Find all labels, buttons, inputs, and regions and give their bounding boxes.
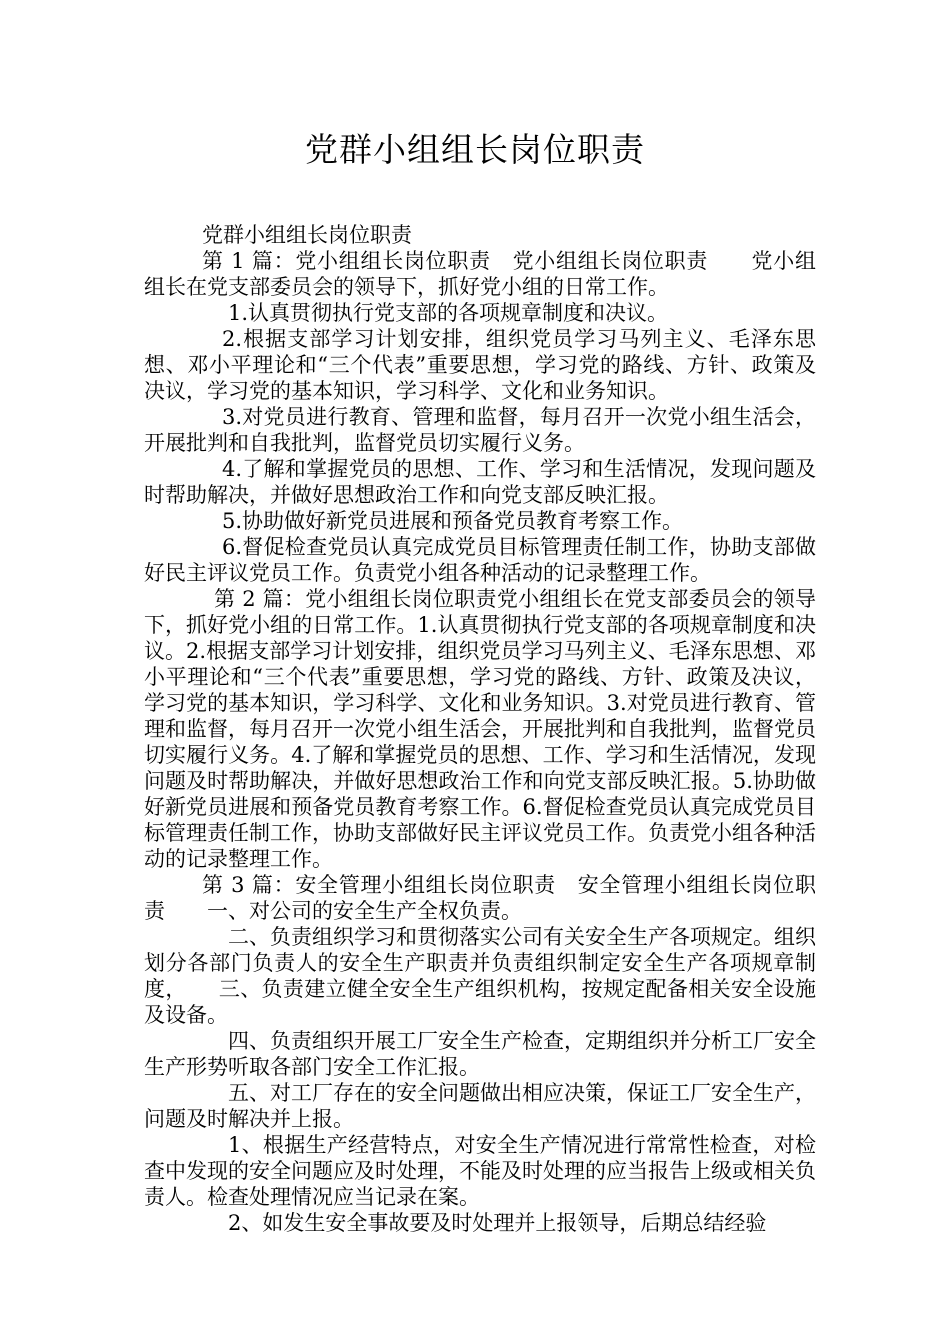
- document-paragraph: 6.督促检查党员认真完成党员目标管理责任制工作，协助支部做好民主评议党员工作。负责党小组各种活动的记录整理工作。: [144, 535, 816, 585]
- document-paragraph: 5.协助做好新党员进展和预备党员教育考察工作。: [222, 509, 684, 533]
- document-paragraph: 2、如发生安全事故要及时处理并上报领导，后期总结经验: [228, 1211, 767, 1235]
- document-paragraph: 第 3 篇：安全管理小组组长岗位职责 安全管理小组组长岗位职责 一、对公司的安全生产全权负责。: [144, 873, 816, 923]
- document-paragraph: 1.认真贯彻执行党支部的各项规章制度和决议。: [228, 301, 669, 325]
- document-paragraph: 第 2 篇：党小组组长岗位职责党小组组长在党支部委员会的领导下，抓好党小组的日常工作。1.认真贯彻执行党支部的各项规章制度和决议。2.根据支部学习计划安排，组织党员学习马列主义、毛泽东思想、邓小平理论和“三个代表”重要思想，学习党的路线、方针、政策及决议，学习党的基本知识，学习科学、文化和业务知识。3.对党员进行教育、管理和监督，每月召开一次党小组生活会，开展批判和自我批判，监督党员切实履行义务。4.了解和掌握党员的思想、工作、学习和生活情况，发现问题及时帮助解决，并做好思想政治工作和向党支部反映汇报。5.协助做好新党员进展和预备党员教育考察工作。6.督促检查党员认真完成党员目标管理责任制工作，协助支部做好民主评议党员工作。负责党小组各种活动的记录整理工作。: [144, 587, 816, 871]
- document-paragraph: 2.根据支部学习计划安排，组织党员学习马列主义、毛泽东思想、邓小平理论和“三个代表”重要思想，学习党的路线、方针、政策及决议，学习党的基本知识，学习科学、文化和业务知识。: [144, 327, 816, 403]
- document-paragraph: 二、负责组织学习和贯彻落实公司有关安全生产各项规定。组织划分各部门负责人的安全生产职责并负责组织制定安全生产各项规章制度， 三、负责建立健全安全生产组织机构，按规定配备相关安全设施及设备。: [144, 925, 816, 1027]
- document-paragraph: 四、负责组织开展工厂安全生产检查，定期组织并分析工厂安全生产形势听取各部门安全工作汇报。: [144, 1029, 816, 1079]
- document-paragraph: 第 1 篇：党小组组长岗位职责 党小组组长岗位职责 党小组组长在党支部委员会的领导下，抓好党小组的日常工作。: [144, 249, 816, 299]
- document-body: [144, 222, 816, 1236]
- document-title: 党群小组组长岗位职责: [305, 130, 645, 169]
- document-paragraph: 五、对工厂存在的安全问题做出相应决策，保证工厂安全生产，问题及时解决并上报。: [144, 1081, 816, 1131]
- document-paragraph: 4.了解和掌握党员的思想、工作、学习和生活情况，发现问题及时帮助解决，并做好思想政治工作和向党支部反映汇报。: [144, 457, 816, 507]
- document-paragraph: 3.对党员进行教育、管理和监督，每月召开一次党小组生活会，开展批判和自我批判，监督党员切实履行义务。: [144, 405, 816, 455]
- document-paragraph: 党群小组组长岗位职责: [202, 223, 412, 247]
- document-paragraph: 1、根据生产经营特点，对安全生产情况进行常常性检查，对检查中发现的安全问题应及时处理，不能及时处理的应当报告上级或相关负责人。检查处理情况应当记录在案。: [144, 1133, 816, 1209]
